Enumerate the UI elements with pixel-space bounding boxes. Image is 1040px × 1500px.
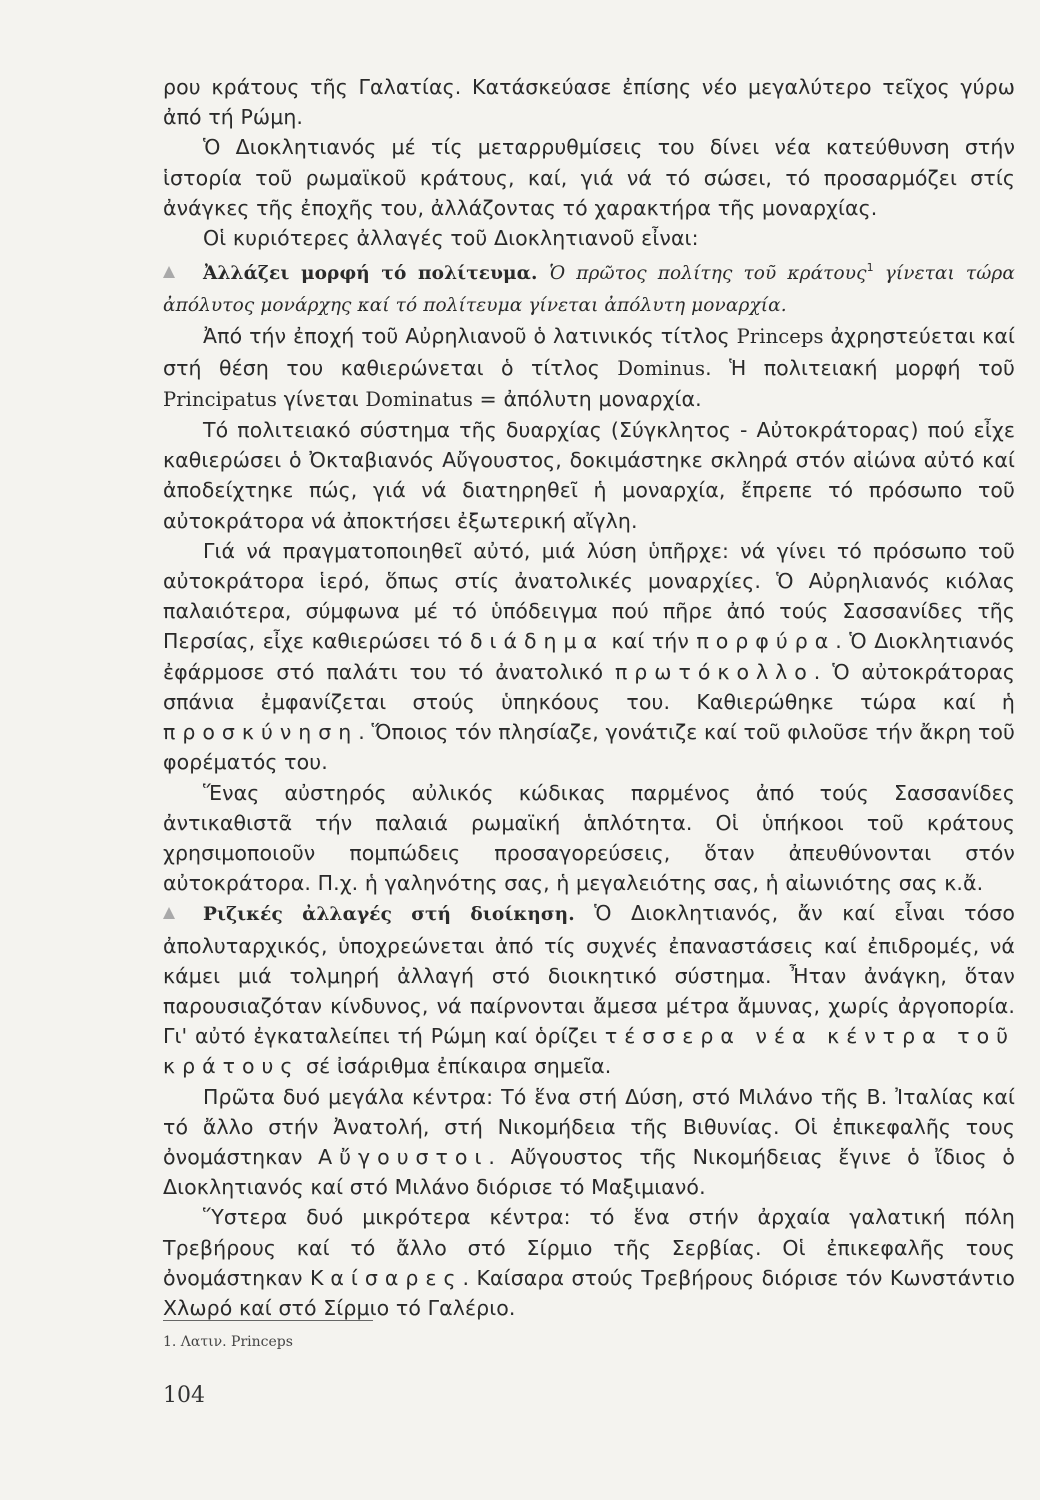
paragraph-8: Ριζικές ἀλλαγές στή διοίκηση. Ὁ Διοκλητιανός, ἄν καί εἶναι τόσο ἀπολυταρχικός, ὑποχρεώνεται ἀπό τίς συχνές ἐπαναστάσεις καί ἐπιδρομές, νά κάμει μιά τολμηρή ἀλλαγή στό διοικητικό σύστημα. Ἦταν ἀνάγκη, ὅταν παρουσιαζόταν κίνδυνος, νά παίρνονται ἄμεσα μέτρα ἄμυνας, χωρίς ἀργοπορία. Γι' αὐτό ἐγκαταλείπει τή Ρώμη καί ὁρίζει τέσσερα νέα κέντρα τοῦ κράτους σέ ἰσάριθμα ἐπίκαιρα σημεῖα. (163, 901, 1015, 1079)
footnote-ref: 1 (866, 261, 874, 275)
paragraph-7: Ἕνας αὐστηρός αὐλικός κώδικας παρμένος ἀπό τούς Σασσανίδες ἀντικαθιστᾶ τήν παλαιά ρωμαϊκή ἁπλότητα. Οἱ ὑπήκοοι τοῦ κράτους χρησιμοποιοῦν πομπώδεις προσαγορεύσεις, ὅταν ἀπευθύνονται στόν αὐτοκράτορα. Π.χ. ἡ γαληνότης σας, ἡ μεγαλειότης σας, ἡ αἰωνιότης σας κ.ἄ. (163, 780, 1015, 896)
page-number: 104 (163, 1383, 205, 1408)
footnote-divider (163, 1320, 373, 1321)
section-marker-icon (163, 266, 175, 278)
paragraph-0: ρου κράτους τῆς Γαλατίας. Κατάσκεύασε ἐπίσης νέο μεγαλύτερο τεῖχος γύρω ἀπό τή Ρώμη. (163, 75, 1015, 130)
section-marker-icon (163, 907, 175, 919)
footnote: 1. Λατιν. Princeps (163, 1334, 293, 1350)
paragraph-4: Ἀπό τήν ἐποχή τοῦ Αὐρηλιανοῦ ὁ λατινικός τίτλος Princeps ἀχρηστεύεται καί στή θέση του καθιερώνεται ὁ τίτλος Dominus. Ἡ πολιτειακή μορφή τοῦ Principatus γίνεται Dominatus = ἀπόλυτη μοναρχία. (163, 324, 1015, 411)
paragraph-10: Ὕστερα δυό μικρότερα κέντρα: τό ἕνα στήν ἀρχαία γαλατική πόλη Τρεβήρους καί τό ἄλλο στό Σίρμιο τῆς Σερβίας. Οἱ ἐπικεφαλῆς τους ὀνομάστηκαν Καίσαρες. Καίσαρα στούς Τρεβήρους διόρισε τόν Κωνστάντιο Χλωρό καί στό Σίρμιο τό Γαλέριο. (163, 1205, 1015, 1320)
paragraph-1: Ὁ Διοκλητιανός μέ τίς μεταρρυθμίσεις του δίνει νέα κατεύθυνση στήν ἱστορία τοῦ ρωμαϊκοῦ κράτους, καί, γιά νά τό σώσει, τό προσαρμόζει στίς ἀνάγκες τῆς ἐποχῆς του, ἀλλάζοντας τό χαρακτήρα τῆς μοναρχίας. (163, 135, 1015, 220)
body-text (163, 72, 1015, 1323)
paragraph-3: Ἀλλάζει μορφή τό πολίτευμα. Ὁ πρῶτος πολίτης τοῦ κράτους$^1$ γίνεται τώρα ἀπόλυτος μονάρχης καί τό πολίτευμα γίνεται ἀπόλυτη μοναρχία. (163, 261, 1015, 317)
section-heading-polity: Ἀλλάζει μορφή τό πολίτευμα. (203, 263, 538, 285)
paragraph-9: Πρῶτα δυό μεγάλα κέντρα: Τό ἕνα στή Δύση, στό Μιλάνο τῆς Β. Ἰταλίας καί τό ἄλλο στήν Ἀνατολή, στή Νικομήδεια τῆς Βιθυνίας. Οἱ ἐπικεφαλῆς τους ὀνομάστηκαν Αὔγουστοι. Αὔγουστος τῆς Νικομήδειας ἔγινε ὁ ἴδιος ὁ Διοκλητιανός καί στό Μιλάνο διόρισε τό Μαξιμιανό. (163, 1084, 1015, 1200)
section-heading-administration: Ριζικές ἀλλαγές στή διοίκηση. (203, 904, 575, 926)
paragraph-5: Τό πολιτειακό σύστημα τῆς δυαρχίας (Σύγκλητος - Αὐτοκράτορας) πού εἶχε καθιερώσει ὁ Ὀκταβιανός Αὔγουστος, δοκιμάστηκε σκληρά στόν αἰώνα αὐτό καί ἀποδείχτηκε πώς, γιά νά διατηρηθεῖ ἡ μοναρχία, ἔπρεπε τό πρόσωπο τοῦ αὐτοκράτορα νά ἀποκτήσει ἐξωτερική αἴγλη. (163, 418, 1015, 533)
paragraph-2: Οἱ κυριότερες ἀλλαγές τοῦ Διοκλητιανοῦ εἶναι: (203, 226, 699, 251)
paragraph-6: Γιά νά πραγματοποιηθεῖ αὐτό, μιά λύση ὑπῆρχε: νά γίνει τό πρόσωπο τοῦ αὐτοκράτορα ἱερό, ὅπως στίς ἀνατολικές μοναρχίες. Ὁ Αὐρηλιανός κιόλας παλαιότερα, σύμφωνα μέ τό ὑπόδειγμα πού πῆρε ἀπό τούς Σασσανίδες τῆς Περσίας, εἶχε καθιερώσει τό διάδημα καί τήν πορφύρα. Ὁ Διοκλητιανός ἐφάρμοσε στό παλάτι του τό ἀνατολικό πρωτόκολλο. Ὁ αὐτοκράτορας σπάνια ἐμφανίζεται στούς ὑπηκόους του. Καθιερώθηκε τώρα καί ἡ προσκύνηση. Ὅποιος τόν πλησίαζε, γονάτιζε καί τοῦ φιλοῦσε τήν ἄκρη τοῦ φορέματός του. (163, 538, 1015, 775)
